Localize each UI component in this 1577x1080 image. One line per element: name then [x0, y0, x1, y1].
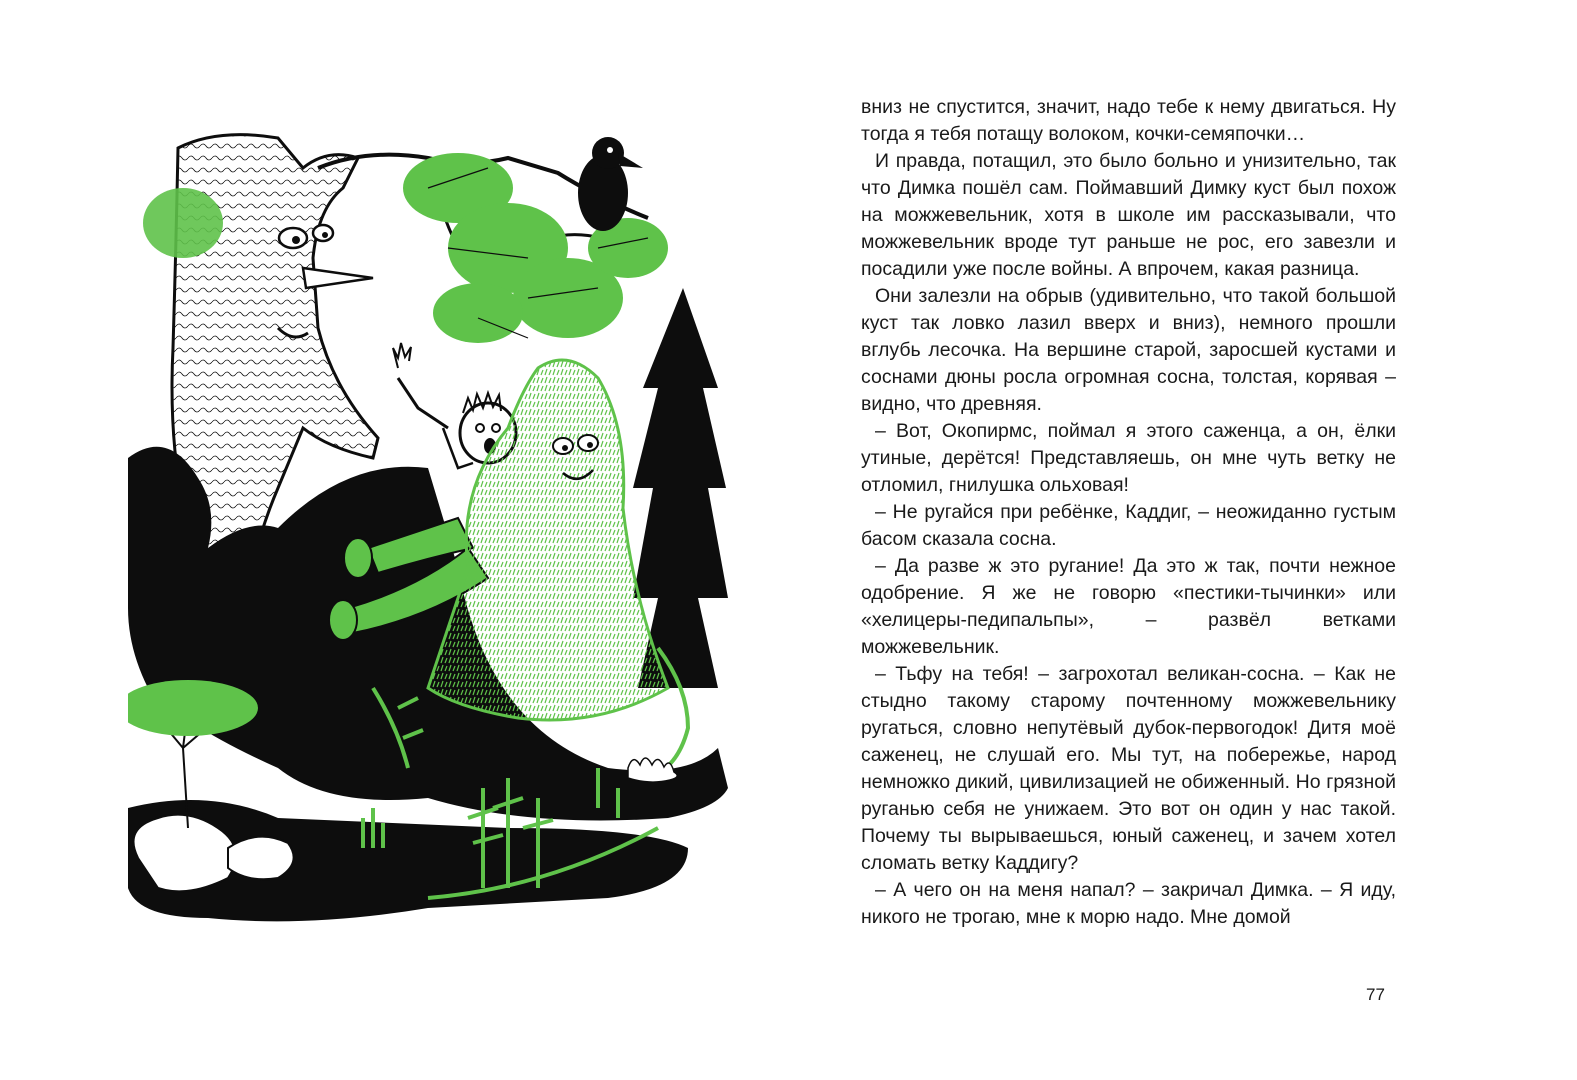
page-number: 77 — [1366, 985, 1385, 1004]
paragraph-5: – Не ругайся при ребёнке, Каддиг, – неожиданно густым басом сказала сосна. — [861, 501, 1396, 550]
paragraph-4: – Вот, Окопирмс, поймал я этого саженца, а он, ёлки утиные, дерётся! Представляешь, он мне чуть ветку не отломил, гнилушка ольховая! — [861, 420, 1396, 496]
forest-scene-drawing — [128, 128, 728, 958]
crow — [578, 137, 643, 231]
right-page — [788, 0, 1577, 1080]
forest-illustration — [128, 128, 728, 958]
paragraph-3: Они залезли на обрыв (удивительно, что такой большой куст так ловко лазил вверх и вниз), немного прошли вглубь лесочка. На вершине старой, заросшей кустами и соснами дюны росла огромная сосна, толстая, корявая – видно, что древняя. — [861, 285, 1396, 415]
paragraph-6: – Да разве ж это ругание! Да это ж так, почти нежное одобрение. Я же не говорю «пестики-тычинки» или «хелицеры-педипальпы», – развёл ветками можжевельник. — [861, 555, 1396, 658]
paragraph-7: – Тьфу на тебя! – загрохотал великан-сосна. – Как не стыдно такому старому почтенному можжевельнику ругаться, словно непутёвый дубок-первогодок! Дитя моё саженец, не слушай его. Мы тут, на побережье, народ немножко дикий, цивилизацией не обиженный. Но грязной руганью себя не унижаем. Это вот он один у нас такой. Почему ты вырываешься, юный саженец, и зачем хотел сломать ветку Каддигу? — [861, 663, 1396, 874]
paragraph-2: И правда, потащил, это было больно и унизительно, так что Димка пошёл сам. Поймавший Димку куст был похож на можжевельник, хотя в школе им рассказывали, что можжевельник вроде тут раньше не рос, его завезли и посадили уже после войны. А впрочем, какая разница. — [861, 150, 1396, 280]
left-page — [0, 0, 788, 1080]
paragraph-8: – А чего он на меня напал? – закричал Димка. – Я иду, никого не трогаю, мне к морю надо. Мне домой — [861, 879, 1396, 928]
paragraph-1: вниз не спустится, значит, надо тебе к нему двигаться. Ну тогда я тебя потащу волоком, кочки-семяпочки… — [861, 96, 1396, 145]
story-text — [861, 94, 1396, 931]
